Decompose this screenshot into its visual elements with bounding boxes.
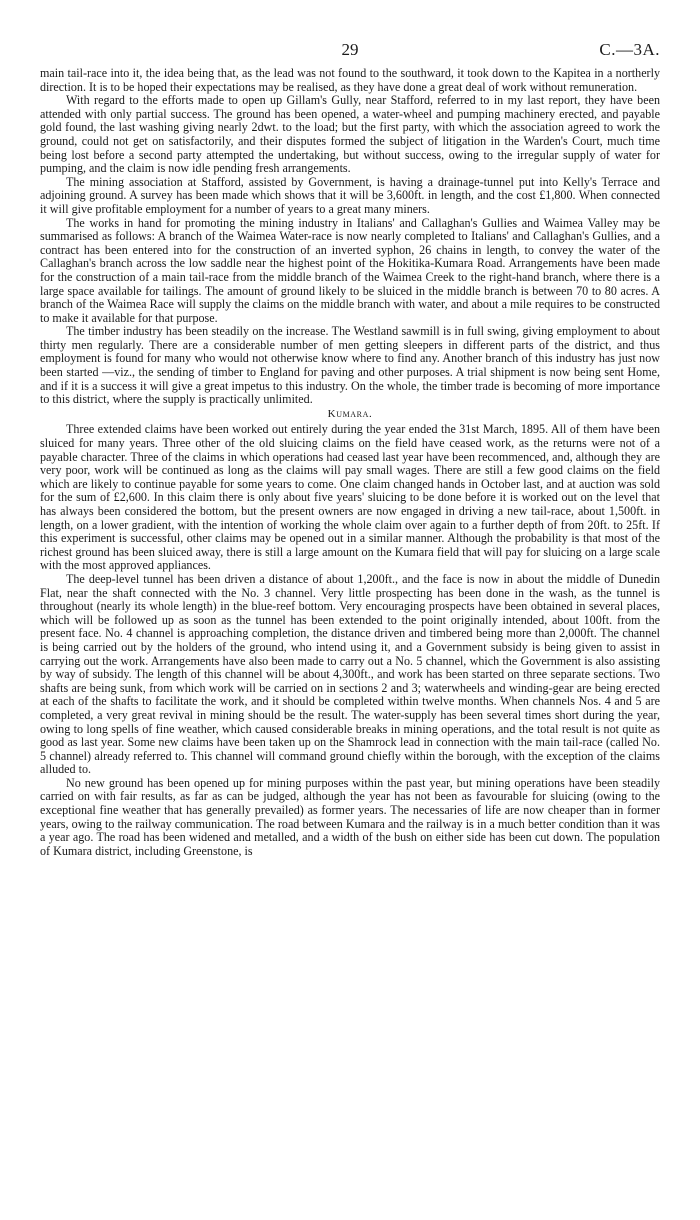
page-header xyxy=(40,40,660,64)
section-heading-kumara: Kumara. xyxy=(327,407,373,420)
paragraph-waimea-works: The works in hand for promoting the mining industry in Italians' and Callaghan's Gullies and Waimea Valley may be summarised as follows: A branch of the Waimea Water-race is now nearly completed to Italians' and Callaghan's Gullies, and a contract has been entered into for the construction of an inverted syphon, 26 chains in length, to convey the water of the Callaghan's branch across the low saddle near the highest point of the Hokitika-Kumara Road. Arrangements have been made for the construction of a main tail-race from the middle branch of the Waimea Creek to the right-hand branch, where there is a large space available for tailings. The amount of ground likely to be sluiced in the middle branch is between 70 to 80 acres. A branch of the Waimea Race will supply the claims on the middle branch with water, and about a mile requires to be constructed to make it available for that purpose. xyxy=(40,215,660,325)
paragraph-continued: main tail-race into it, the idea being that, as the lead was not found to the southward, it took down to the Kapitea in a northerly direction. It is to be hoped their expectations may be realised, as they have done a great deal of work without remuneration. xyxy=(40,66,660,94)
paragraph-extended-claims: Three extended claims have been worked out entirely during the year ended the 31st March, 1895. All of them have been sluiced for many years. Three other of the old sluicing claims on the field have ceased work, as the returns were not of a payable character. Three of the claims in which operations had ceased last year have been recommenced, and, although they are very poor, work will be continued as long as the claims will pay small wages. There are still a few good claims on the field which are likely to continue payable for some years to come. One claim changed hands in October last, and at auction was sold for the sum of £2,600. In this claim there is only about five years' sluicing to be done before it is worked out on the level that has always been considered the bottom, but the present owners are now engaged in driving a new tail-race, about 1,500ft. in length, on a lower gradient, with the intention of working the whole claim over again to a further depth of from 20ft. to 25ft. If this experiment is successful, other claims may be opened out in a similar manner. Although the probability is that most of the richest ground has been sluiced away, there is still a large amount on the Kumara field that will pay for sluicing on a large scale with the most approved appliances. xyxy=(40,422,660,573)
page-number: 29 xyxy=(341,40,359,59)
body-text xyxy=(40,67,660,858)
paragraph-timber-industry: The timber industry has been steadily on the increase. The Westland sawmill is in full swing, giving employment to about thirty men regularly. There are a considerable number of men getting sleepers in different parts of the district, and thus employment is found for many who would not otherwise know where to find any. Another branch of this industry has just now been started —viz., the sending of timber to England for paving and other purposes. A trial shipment is now being sent Home, and if it is a success it will give a great impetus to this industry. On the whole, the timber trade is becoming of more importance to this district, where the supply is practically unlimited. xyxy=(40,324,660,407)
document-reference: C.—3A. xyxy=(599,40,660,59)
paragraph-gillams-gully: With regard to the efforts made to open up Gillam's Gully, near Stafford, referred to in my last report, they have been attended with only partial success. The ground has been opened, a water-wheel and pumping machinery erected, and payable gold found, the last washing giving nearly 2dwt. to the load; but the first party, with which the association agreed to work the ground, could not get on satisfactorily, and their disputes formed the subject of litigation in the Warden's Court, much time being lost before a second party attempted the undertaking, but without success, owing to the irregular supply of water for pumping, and the claim is now idle pending fresh arrangements. xyxy=(40,93,660,176)
paragraph-deep-level-tunnel: The deep-level tunnel has been driven a distance of about 1,200ft., and the face is now in about the middle of Dunedin Flat, near the shaft connected with the No. 3 channel. Very little prospecting has been done in the wash, as the tunnel is throughout (nearly its whole length) in the blue-reef bottom. Very encouraging prospects have been obtained in several places, which will be followed up as soon as the tunnel has been extended to the point originally intended, about 100ft. from the present face. No. 4 channel is approaching completion, the distance driven and timbered being more than 2,000ft. The channel is being carried out by the holders of the ground, who intend using it, and a Government subsidy is being given to assist in carrying out the work. Arrangements have also been made to carry out a No. 5 channel, which the Government is also assisting by way of subsidy. The length of this channel will be about 4,300ft., and work has been started on three separate sections. Two shafts are being sunk, from which work will be carried on in sections 2 and 3; waterwheels and winding-gear are being erected at each of the shafts to facilitate the work, and it should be completed within twelve months. When channels Nos. 4 and 5 are completed, a very great revival in mining should be the result. The water-supply has been several times short during the year, owing to long spells of fine weather, which caused considerable breaks in mining operations, and the total result is not quite as good as last year. Some new claims have been taken up on the Shamrock lead in connection with the main tail-race (called No. 5 channel) already referred to. This channel will command ground chiefly within the borough, with the exception of the claims alluded to. xyxy=(40,571,660,777)
paragraph-new-ground: No new ground has been opened up for mining purposes within the past year, but mining operations have been steadily carried on with fair results, as far as can be judged, although the year has not been as favourable for sluicing (owing to the exceptional fine weather that has generally prevailed) as former years. The necessaries of life are now cheaper than in former years, owing to the railway communication. The road between Kumara and the railway is in a much better condition than it was a year ago. The road has been widened and metalled, and a width of the bush on either side has been cut down. The population of Kumara district, including Greenstone, is xyxy=(40,775,660,858)
paragraph-stafford-association: The mining association at Stafford, assisted by Government, is having a drainage-tunnel put into Kelly's Terrace and adjoining ground. A survey has been made which shows that it will be 3,600ft. in length, and the cost £1,800. When connected it will give profitable employment for a number of years to a great many miners. xyxy=(40,174,660,216)
